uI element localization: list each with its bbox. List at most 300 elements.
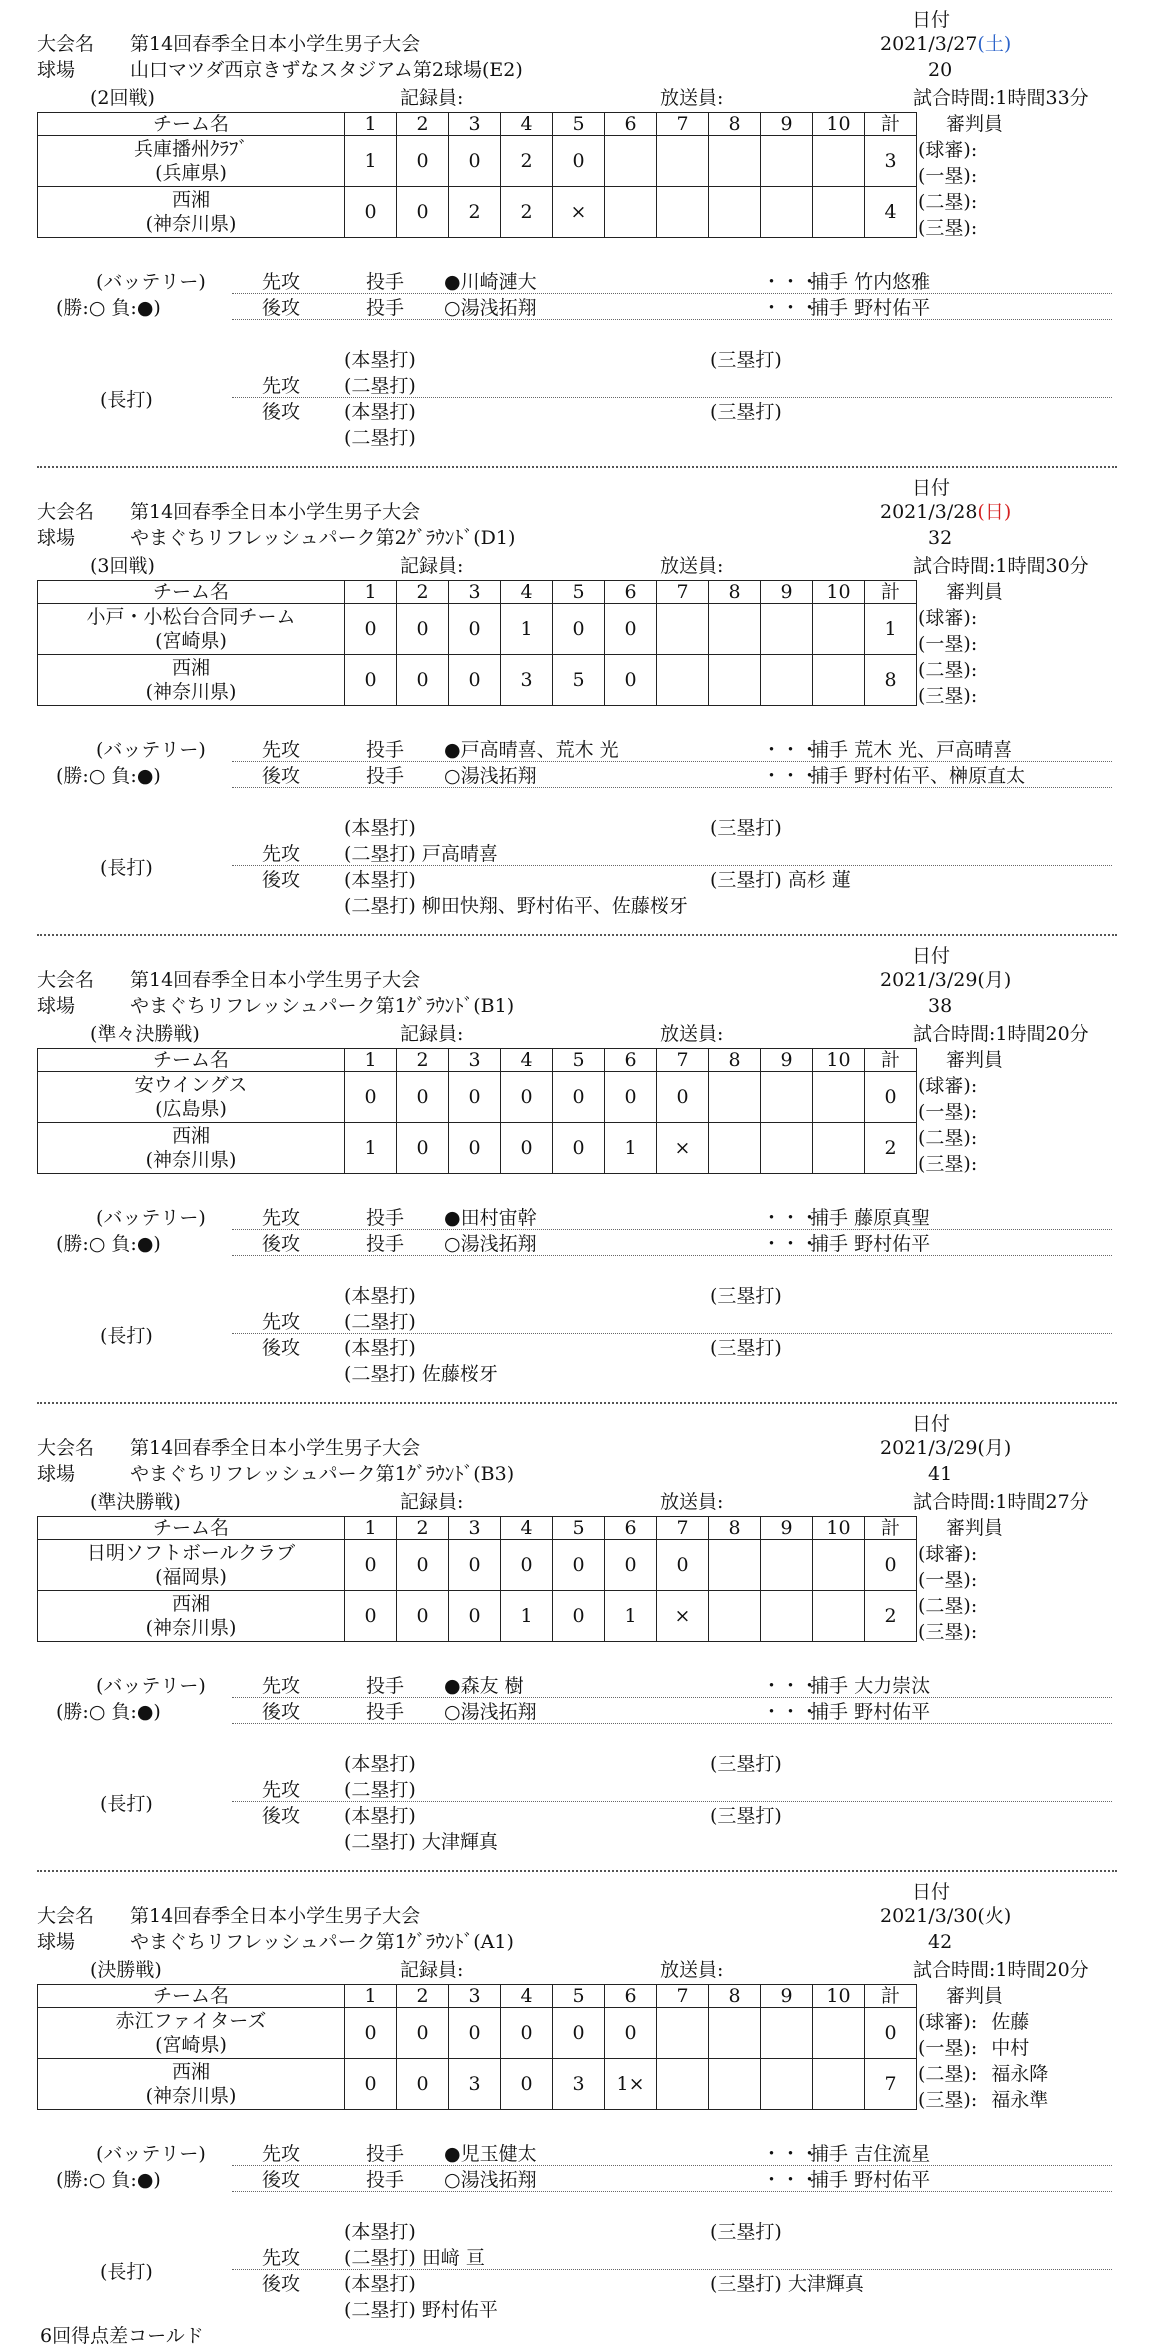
top-team-label: 先攻 [262,739,301,761]
inning-header: 5 [553,581,605,604]
bottom-double: (二塁打) 野村佑平 [344,2299,498,2321]
top-double: (二塁打) [344,1311,416,1333]
inning-header: 1 [345,1985,397,2008]
total-score: 1 [865,604,917,655]
pitcher-label: 投手 [366,2143,405,2165]
divider [232,1801,1112,1802]
umpire-home: (球審): [918,139,978,161]
inning-score: 3 [449,2059,501,2110]
battery-label: (バッテリー) [96,1675,206,1697]
bottom-catcher: 捕手 野村佑平 [810,1233,931,1255]
total-header: 計 [865,113,917,136]
team-name: 赤江ファイターズ [115,2010,267,2032]
team-row [38,1123,917,1174]
divider [232,787,1112,788]
inning-header: 4 [501,1049,553,1072]
scoreboard-header [38,1049,917,1072]
recorder-label: 記録員: [400,1491,464,1513]
recorder-label: 記録員: [400,555,464,577]
bottom-pitcher: ○湯浅拓翔 [444,1233,537,1255]
inning-header: 3 [449,1049,501,1072]
scoreboard-table [37,1516,917,1642]
top-triple: (三塁打) [710,1285,782,1307]
umpire-second: (二塁): [918,191,978,213]
umpire-second: (二塁): [918,1595,978,1617]
inning-header: 9 [761,1517,813,1540]
inning-score [657,604,709,655]
team-row [38,655,917,706]
team-prefecture: (宮崎県) [155,630,227,652]
game-number: 32 [928,527,953,549]
total-score: 8 [865,655,917,706]
pitcher-label: 投手 [366,1675,405,1697]
inning-header: 3 [449,581,501,604]
bottom-catcher: 捕手 野村佑平、榊原直太 [810,765,1026,787]
team-name: 日明ソフトボールクラブ [86,1542,296,1564]
tournament-name: 第14回春季全日本小学生男子大会 [130,1905,421,1927]
top-triple: (三塁打) [710,2221,782,2243]
long-hits-label: (長打) [100,2261,153,2283]
weekday: (月) [977,969,1012,991]
bottom-pitcher: ○湯浅拓翔 [444,297,537,319]
inning-score: 0 [657,1072,709,1123]
dots: ・・・ [762,271,820,293]
team-header: チーム名 [38,1517,345,1540]
top-pitcher: ●川崎漣大 [444,271,537,293]
recorder-label: 記録員: [400,1959,464,1981]
bottom-triple: (三塁打) [710,401,782,423]
game-number: 41 [928,1463,953,1485]
team-name-cell [38,655,345,706]
team-prefecture: (福岡県) [155,1566,227,1588]
inning-header: 8 [709,1049,761,1072]
venue-label: 球場 [37,995,76,1017]
umpire-first: (一塁): [918,1569,978,1591]
inning-header: 5 [553,113,605,136]
bottom-catcher: 捕手 野村佑平 [810,2169,931,2191]
recorder-label: 記録員: [400,87,464,109]
bottom-triple: (三塁打) [710,1337,782,1359]
win-lose-legend: (勝:○ 負:●) [56,1701,161,1723]
inning-score: 0 [397,1591,449,1642]
inning-score [709,187,761,238]
inning-header: 7 [657,113,709,136]
top-hr: (本塁打) [344,1285,416,1307]
inning-header: 1 [345,113,397,136]
inning-header: 4 [501,581,553,604]
inning-score: 0 [449,2008,501,2059]
inning-score: 0 [553,604,605,655]
venue-label: 球場 [37,59,76,81]
dots: ・・・ [762,765,820,787]
team-name: 安ウイングス [134,1074,248,1096]
divider [232,2269,1112,2270]
inning-score: 1× [605,2059,657,2110]
inning-header: 6 [605,1985,657,2008]
game-record [0,1880,1151,2348]
umpire-home: (球審): [918,607,978,629]
inning-score: 0 [397,2008,449,2059]
tournament-label: 大会名 [37,969,95,991]
dots: ・・・ [762,297,820,319]
bottom-team-label: 後攻 [262,869,301,891]
inning-score [709,1072,761,1123]
top-double: (二塁打) 田﨑 亘 [344,2247,485,2269]
scoreboard-header [38,581,917,604]
team-prefecture: (神奈川県) [145,1149,237,1171]
total-header: 計 [865,581,917,604]
inning-score: 0 [449,655,501,706]
total-score: 7 [865,2059,917,2110]
inning-score [657,2008,709,2059]
game-number: 42 [928,1931,953,1953]
top-catcher: 捕手 荒木 光、戸高晴喜 [810,739,1013,761]
team-header: チーム名 [38,1985,345,2008]
umpire-home: (球審): [918,1075,978,1097]
bottom-triple: (三塁打) 大津輝真 [710,2273,864,2295]
top-double: (二塁打) [344,1779,416,1801]
inning-score: 0 [345,1072,397,1123]
pitcher-label: 投手 [366,2169,405,2191]
bottom-double: (二塁打) 大津輝真 [344,1831,498,1853]
inning-score: 0 [345,1591,397,1642]
long-hits-label: (長打) [100,1793,153,1815]
venue-name: やまぐちリフレッシュパーク第1ｸﾞﾗｳﾝﾄﾞ(B3) [130,1463,515,1485]
inning-score: 0 [397,187,449,238]
divider [232,761,1112,762]
round-name: (決勝戦) [90,1959,162,1981]
dots: ・・・ [762,1233,820,1255]
inning-header: 3 [449,1517,501,1540]
top-team-label: 先攻 [262,2143,301,2165]
inning-score [813,187,865,238]
total-score: 2 [865,1123,917,1174]
bottom-triple: (三塁打) [710,1805,782,1827]
top-team-label: 先攻 [262,843,301,865]
bottom-team-label: 後攻 [262,297,301,319]
venue-label: 球場 [37,1463,76,1485]
divider [232,1697,1112,1698]
win-lose-legend: (勝:○ 負:●) [56,765,161,787]
team-prefecture: (兵庫県) [155,162,227,184]
divider [232,1229,1112,1230]
umpire-second: (二塁): [918,1127,978,1149]
scoreboard-table [37,1984,917,2110]
tournament-name: 第14回春季全日本小学生男子大会 [130,33,421,55]
inning-score [709,604,761,655]
team-name-cell [38,1540,345,1591]
bottom-catcher: 捕手 野村佑平 [810,1701,931,1723]
inning-score [709,655,761,706]
scoreboard-header [38,1985,917,2008]
team-prefecture: (神奈川県) [145,213,237,235]
inning-score [813,2008,865,2059]
team-row [38,2059,917,2110]
inning-header: 7 [657,1517,709,1540]
inning-score [657,2059,709,2110]
inning-score [709,1540,761,1591]
umpire-third: (三塁): 福永準 [918,2089,1049,2111]
date-caption: 日付 [912,477,951,499]
total-header: 計 [865,1985,917,2008]
pitcher-label: 投手 [366,297,405,319]
team-row [38,604,917,655]
long-hits-label: (長打) [100,389,153,411]
inning-score [813,604,865,655]
game-duration: 試合時間:1時間20分 [913,1959,1089,1981]
game-note: 6回得点差コールド [40,2325,204,2347]
dots: ・・・ [762,1675,820,1697]
top-team-label: 先攻 [262,1779,301,1801]
inning-score [761,2059,813,2110]
divider [232,2191,1112,2192]
team-row [38,136,917,187]
team-name: 西湘 [171,189,210,211]
inning-header: 10 [813,1049,865,1072]
inning-header: 10 [813,1985,865,2008]
inning-score: 0 [553,1072,605,1123]
umpire-first: (一塁): [918,1101,978,1123]
umpire-first: (一塁): [918,633,978,655]
top-hr: (本塁打) [344,349,416,371]
inning-score: 0 [553,2008,605,2059]
inning-score: 0 [345,2008,397,2059]
inning-score: 0 [345,2059,397,2110]
pitcher-label: 投手 [366,1233,405,1255]
bottom-catcher: 捕手 野村佑平 [810,297,931,319]
team-name-cell [38,1072,345,1123]
inning-header: 3 [449,113,501,136]
game-duration: 試合時間:1時間20分 [913,1023,1089,1045]
tournament-label: 大会名 [37,1437,95,1459]
scoreboard-table [37,112,917,238]
team-name: 西湘 [171,1593,210,1615]
inning-header: 9 [761,1049,813,1072]
tournament-name: 第14回春季全日本小学生男子大会 [130,1437,421,1459]
bottom-hr: (本塁打) [344,1337,416,1359]
top-team-label: 先攻 [262,1207,301,1229]
scoreboard-header [38,113,917,136]
game-separator [37,466,1117,468]
pitcher-label: 投手 [366,1207,405,1229]
venue-label: 球場 [37,1931,76,1953]
top-pitcher: ●児玉健太 [444,2143,537,2165]
umpire-second: (二塁): [918,659,978,681]
inning-score [813,136,865,187]
dots: ・・・ [762,739,820,761]
inning-score [657,655,709,706]
top-pitcher: ●森友 樹 [444,1675,524,1697]
bottom-double: (二塁打) 佐藤桜牙 [344,1363,498,1385]
umpire-first: (一塁): 中村 [918,2037,1030,2059]
top-team-label: 先攻 [262,2247,301,2269]
umpires-title: 審判員 [946,1985,1004,2007]
scoreboard-table [37,580,917,706]
top-triple: (三塁打) [710,1753,782,1775]
total-score: 4 [865,187,917,238]
umpire-second: (二塁): 福永降 [918,2063,1049,2085]
inning-score: 0 [397,1540,449,1591]
announcer-label: 放送員: [660,1023,724,1045]
weekday: (月) [977,1437,1012,1459]
inning-header: 6 [605,1049,657,1072]
inning-header: 2 [397,1049,449,1072]
team-prefecture: (広島県) [155,1098,227,1120]
tournament-name: 第14回春季全日本小学生男子大会 [130,501,421,523]
team-name: 兵庫播州ｸﾗﾌﾞ [133,138,248,160]
game-duration: 試合時間:1時間33分 [913,87,1089,109]
game-number: 20 [928,59,953,81]
inning-score [761,1123,813,1174]
team-name: 小戸・小松台合同チーム [86,606,296,628]
game-date: 2021/3/29(月) [880,969,1012,991]
inning-score: 0 [501,1540,553,1591]
dots: ・・・ [762,1701,820,1723]
inning-score: 0 [345,655,397,706]
inning-score: 0 [605,2008,657,2059]
umpire-home: (球審): [918,1543,978,1565]
inning-score [813,1540,865,1591]
team-name: 西湘 [171,2061,210,2083]
inning-header: 7 [657,1049,709,1072]
bottom-hr: (本塁打) [344,869,416,891]
inning-header: 7 [657,581,709,604]
bottom-hr: (本塁打) [344,401,416,423]
inning-score: × [657,1123,709,1174]
team-name: 西湘 [171,657,210,679]
top-double: (二塁打) 戸高晴喜 [344,843,498,865]
inning-score: 0 [397,655,449,706]
inning-score: × [657,1591,709,1642]
game-record [0,476,1151,944]
bottom-team-label: 後攻 [262,1233,301,1255]
umpire-third: (三塁): [918,685,978,707]
game-record [0,1412,1151,1880]
inning-score [709,2059,761,2110]
bottom-pitcher: ○湯浅拓翔 [444,765,537,787]
bottom-team-label: 後攻 [262,1701,301,1723]
inning-score: 0 [449,604,501,655]
pitcher-label: 投手 [366,739,405,761]
inning-header: 5 [553,1049,605,1072]
round-name: (準決勝戦) [90,1491,181,1513]
inning-score: 0 [397,1072,449,1123]
venue-name: やまぐちリフレッシュパーク第1ｸﾞﾗｳﾝﾄﾞ(B1) [130,995,515,1017]
bottom-pitcher: ○湯浅拓翔 [444,2169,537,2191]
inning-score: 0 [553,1591,605,1642]
top-catcher: 捕手 大力崇汰 [810,1675,931,1697]
bottom-team-label: 後攻 [262,1805,301,1827]
team-name-cell [38,136,345,187]
top-triple: (三塁打) [710,817,782,839]
inning-header: 2 [397,113,449,136]
inning-score: 0 [605,655,657,706]
inning-score [605,187,657,238]
dots: ・・・ [762,1207,820,1229]
win-lose-legend: (勝:○ 負:●) [56,297,161,319]
inning-header: 10 [813,113,865,136]
inning-header: 8 [709,581,761,604]
team-name-cell [38,2008,345,2059]
game-date: 2021/3/27(土) [880,33,1012,55]
divider [232,1333,1112,1334]
battery-label: (バッテリー) [96,271,206,293]
umpire-third: (三塁): [918,217,978,239]
inning-score: 0 [605,1072,657,1123]
umpire-first: (一塁): [918,165,978,187]
inning-header: 1 [345,1517,397,1540]
inning-score: 1 [501,1591,553,1642]
top-team-label: 先攻 [262,271,301,293]
inning-score: 0 [449,136,501,187]
inning-header: 1 [345,1049,397,1072]
inning-header: 6 [605,113,657,136]
round-name: (準々決勝戦) [90,1023,200,1045]
umpires-title: 審判員 [946,1049,1004,1071]
inning-score: 0 [501,2008,553,2059]
divider [232,397,1112,398]
inning-score: 0 [449,1123,501,1174]
announcer-label: 放送員: [660,555,724,577]
bottom-team-label: 後攻 [262,2169,301,2191]
team-row [38,1540,917,1591]
top-pitcher: ●戸高晴喜、荒木 光 [444,739,619,761]
inning-score: 1 [345,136,397,187]
weekday: (日) [977,501,1012,523]
divider [232,2165,1112,2166]
inning-score: 5 [553,655,605,706]
team-name-cell [38,2059,345,2110]
inning-header: 2 [397,1517,449,1540]
bottom-pitcher: ○湯浅拓翔 [444,1701,537,1723]
game-record [0,8,1151,476]
team-row [38,187,917,238]
inning-score: 1 [345,1123,397,1174]
scoreboard-table [37,1048,917,1174]
inning-score: 0 [345,187,397,238]
divider [232,293,1112,294]
inning-score [813,1123,865,1174]
inning-score: × [553,187,605,238]
inning-score [605,136,657,187]
venue-name: 山口マツダ西京きずなスタジアム第2球場(E2) [130,59,523,81]
top-team-label: 先攻 [262,1675,301,1697]
team-name-cell [38,187,345,238]
inning-header: 6 [605,1517,657,1540]
game-separator [37,934,1117,936]
umpire-home: (球審): 佐藤 [918,2011,1030,2033]
inning-score: 0 [501,1072,553,1123]
total-score: 3 [865,136,917,187]
inning-header: 4 [501,113,553,136]
divider [232,1723,1112,1724]
inning-header: 8 [709,1985,761,2008]
top-team-label: 先攻 [262,1311,301,1333]
top-triple: (三塁打) [710,349,782,371]
inning-score [761,604,813,655]
inning-score: 0 [345,1540,397,1591]
team-row [38,1072,917,1123]
divider [232,319,1112,320]
win-lose-legend: (勝:○ 負:●) [56,2169,161,2191]
bottom-double: (二塁打) 柳田快翔、野村佑平、佐藤桜牙 [344,895,688,917]
top-team-label: 先攻 [262,375,301,397]
inning-score [761,187,813,238]
inning-score: 1 [501,604,553,655]
game-record [0,944,1151,1412]
weekday: (火) [977,1905,1012,1927]
inning-score: 0 [397,2059,449,2110]
